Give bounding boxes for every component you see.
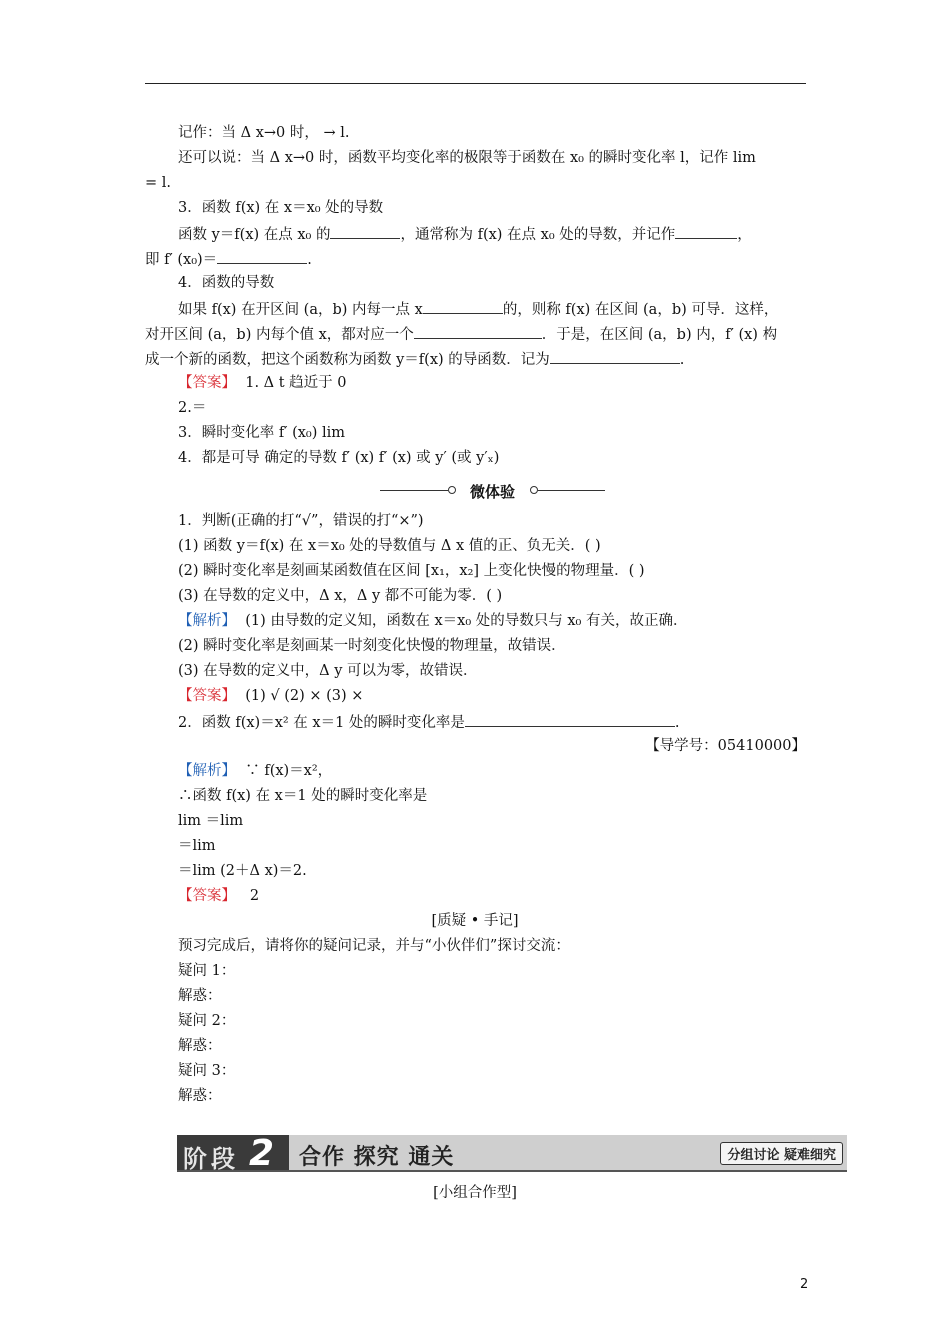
fill-blank (550, 349, 680, 364)
header-rule (145, 83, 806, 84)
stage-banner (177, 1135, 847, 1172)
divider-dot-right (530, 486, 538, 494)
answer-line (178, 687, 363, 705)
text-segment: 对开区间 (a，b) 内每个值 x，都对应一个 (145, 327, 414, 343)
divider-line-left (380, 490, 448, 491)
notes-line: 预习完成后，请将你的疑问记录，并与“小伙伴们”探讨交流： (178, 938, 570, 954)
notes-line: 解惑： (178, 1088, 222, 1104)
question-heading: 1．判断(正确的打“√”，错误的打“×”) (178, 513, 424, 529)
fill-blank (330, 224, 400, 239)
answer-label: 【答案】 (178, 688, 236, 704)
text-line (178, 299, 778, 319)
text-line (145, 324, 777, 344)
answer-label: 【答案】 (178, 888, 236, 904)
analysis-text: ∵ f(x)＝x²， (245, 763, 333, 779)
answer-text: 2 (249, 888, 260, 904)
notes-line: 解惑： (178, 1038, 222, 1054)
answer-line (178, 887, 259, 905)
stage-title: 合作 探究 通关 (299, 1145, 455, 1170)
analysis-line: (2) 瞬时变化率是刻画某一时刻变化快慢的物理量，故错误． (178, 638, 566, 654)
answer-line: 2.＝ (178, 400, 207, 416)
text-line: 记作：当 Δ x→0 时， → l. (178, 125, 350, 141)
divider-line-right (538, 490, 605, 491)
text-segment: 的，则称 f(x) 在区间 (a，b) 可导．这样， (502, 302, 779, 318)
answer-line: 4．都是可导 确定的导数 f′ (x) f′ (x) 或 y′ (或 y′ₓ) (178, 450, 500, 466)
answer-line: 3．瞬时变化率 f′ (x₀) lim (178, 425, 346, 441)
fill-blank (423, 299, 503, 314)
text-segment: . (307, 252, 312, 268)
section-heading: 4．函数的导数 (178, 275, 275, 291)
notes-heading: [质疑 • 手记] (431, 913, 519, 929)
analysis-line (178, 762, 332, 780)
divider-label: 微体验 (469, 483, 515, 501)
notes-line: 疑问 1： (178, 963, 236, 979)
text-segment: . (674, 715, 680, 731)
text-segment: 成一个新的函数，把这个函数称为函数 y＝f(x) 的导函数．记为 (145, 352, 550, 368)
solution-line: lim ＝lim (178, 813, 244, 829)
divider-dot-left (448, 486, 456, 494)
subsection-heading: [小组合作型] (433, 1185, 517, 1201)
text-segment: 2．函数 f(x)＝x² 在 x＝1 处的瞬时变化率是 (178, 715, 465, 731)
analysis-line (178, 612, 687, 630)
analysis-text: (1) 由导数的定义知，函数在 x＝x₀ 处的导数只与 x₀ 有关，故正确． (245, 613, 688, 629)
text-segment: 即 f′ (x₀)＝ (145, 252, 218, 268)
solution-line: ∴函数 f(x) 在 x＝1 处的瞬时变化率是 (178, 788, 428, 804)
notes-line: 疑问 3： (178, 1063, 236, 1079)
notes-line: 疑问 2： (178, 1013, 236, 1029)
fill-blank (217, 249, 307, 264)
solution-line: ＝lim (2＋Δ x)＝2. (178, 863, 307, 879)
text-segment: 函数 y＝f(x) 在点 x₀ 的 (178, 227, 331, 243)
stage-tag: 分组讨论 疑难细究 (720, 1142, 843, 1165)
text-segment: ．于是，在区间 (a，b) 内，f′ (x) 构 (541, 327, 778, 343)
question-item: (2) 瞬时变化率是刻画某函数值在区间 [x₁，x₂] 上变化快慢的物理量．( ) (178, 563, 645, 579)
question-heading (178, 712, 680, 732)
text-line (145, 349, 684, 369)
text-segment: . (679, 352, 685, 368)
solution-line: ＝lim (178, 838, 216, 854)
stage-number: 2 (249, 1133, 275, 1174)
answer-label: 【答案】 (178, 375, 236, 391)
notes-line: 解惑： (178, 988, 222, 1004)
analysis-label: 【解析】 (178, 763, 236, 779)
analysis-line: (3) 在导数的定义中，Δ y 可以为零，故错误． (178, 663, 478, 679)
question-item: (3) 在导数的定义中，Δ x，Δ y 都不可能为零．( ) (178, 588, 503, 604)
text-segment: ， (737, 227, 752, 243)
text-line: 还可以说：当 Δ x→0 时，函数平均变化率的极限等于函数在 x₀ 的瞬时变化率 l，记作 lim (178, 150, 756, 166)
analysis-label: 【解析】 (178, 613, 236, 629)
fill-blank (675, 224, 737, 239)
text-segment: ，通常称为 f(x) 在点 x₀ 处的导数，并记作 (400, 227, 676, 243)
text-line: = l. (145, 175, 172, 191)
text-line (145, 249, 312, 269)
text-segment: 如果 f(x) 在开区间 (a，b) 内每一点 x (178, 302, 423, 318)
stage-badge-label: 阶段 (183, 1145, 239, 1173)
section-divider-weitiyan (380, 481, 605, 501)
question-item: (1) 函数 y＝f(x) 在 x＝x₀ 处的导数值与 Δ x 值的正、负无关．( ) (178, 538, 601, 554)
answer-text: 1. Δ t 趋近于 0 (245, 375, 347, 391)
page-number: 2 (800, 1277, 809, 1292)
fill-blank (414, 324, 542, 339)
section-heading: 3．函数 f(x) 在 x＝x₀ 处的导数 (178, 200, 384, 216)
text-line (178, 224, 752, 244)
answer-text: (1) √ (2) × (3) × (245, 688, 364, 704)
fill-blank (465, 712, 675, 727)
answer-line (178, 374, 347, 392)
guide-number: 【导学号：05410000】 (645, 738, 806, 754)
